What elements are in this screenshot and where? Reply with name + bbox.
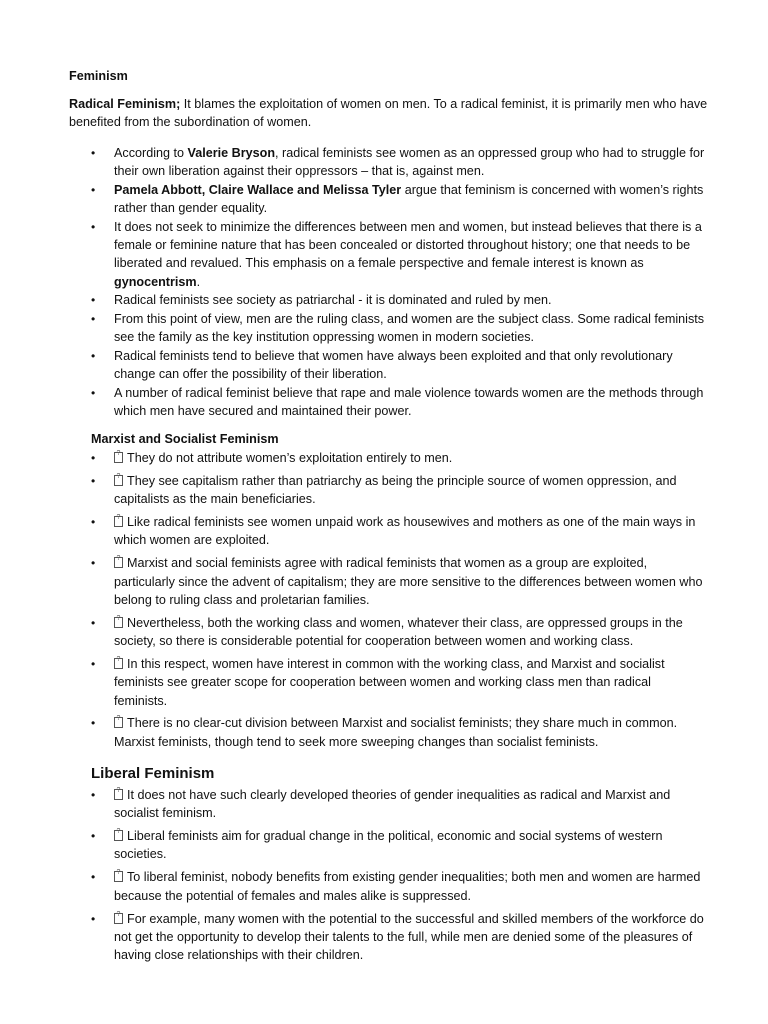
missing-glyph-icon <box>114 871 123 882</box>
item-text: Radical feminists tend to believe that women have always been exploited and that only revolutionary change can offer the possibility of their liberation. <box>114 348 673 382</box>
radical-intro <box>69 95 709 132</box>
missing-glyph-icon <box>114 516 123 527</box>
bullet-icon: • <box>91 311 96 326</box>
list-item <box>91 910 706 965</box>
list-item <box>91 144 706 181</box>
radical-intro-text: It blames the exploitation of women on men. To a radical feminist, it is primarily men who have benefited from the subordination of women. <box>69 97 708 130</box>
list-item <box>91 291 706 309</box>
item-emphasis: gynocentrism <box>114 274 197 289</box>
item-text: , radical feminists see women as an oppressed group who had to struggle for their own liberation against their oppressors – that is, against men. <box>114 146 705 179</box>
missing-glyph-icon <box>114 830 123 841</box>
liberal-list <box>91 786 706 969</box>
list-item <box>91 786 706 823</box>
bullet-icon: • <box>91 911 96 926</box>
item-text: They see capitalism rather than patriarchy as being the principle source of women oppression, and capitalists as the main beneficiaries. <box>114 473 677 507</box>
bullet-icon: • <box>91 146 96 160</box>
marxist-heading: Marxist and Socialist Feminism <box>91 432 279 446</box>
missing-glyph-icon <box>114 452 123 463</box>
radical-list <box>91 144 706 421</box>
missing-glyph-icon <box>114 717 123 728</box>
list-item <box>91 827 706 864</box>
missing-glyph-icon <box>114 789 123 800</box>
item-text: Radical feminists see society as patriarchal - it is dominated and ruled by men. <box>114 293 552 308</box>
bullet-icon: • <box>91 716 96 731</box>
item-text: According to <box>114 146 188 160</box>
item-text: It does not seek to minimize the differences between men and women, but instead believes that there is a female or feminine nature that has been concealed or distorted throughout history; one that needs to be liberated and revalued. This emphasis on a female perspective and female interest is known as <box>114 219 702 271</box>
bullet-icon: • <box>91 473 96 488</box>
bullet-icon: • <box>91 348 96 363</box>
item-emphasis: Pamela Abbott, Claire Wallace and Melissa Tyler <box>114 182 402 197</box>
item-emphasis: Valerie Bryson <box>187 146 276 160</box>
radical-heading: Radical Feminism; <box>69 97 181 111</box>
item-text: Liberal feminists aim for gradual change in the political, economic and social systems of western societies. <box>114 829 663 862</box>
bullet-icon: • <box>91 515 96 530</box>
missing-glyph-icon <box>114 475 123 486</box>
bullet-icon: • <box>91 219 96 234</box>
bullet-icon: • <box>91 829 96 844</box>
liberal-heading: Liberal Feminism <box>91 765 215 782</box>
bullet-icon: • <box>91 293 96 308</box>
list-item <box>91 655 706 710</box>
bullet-icon: • <box>91 656 96 671</box>
bullet-icon: • <box>91 788 96 802</box>
item-text: Nevertheless, both the working class and women, whatever their class, are oppressed groups in the society, so there is considerable potential for cooperation between women and working class. <box>114 615 683 649</box>
missing-glyph-icon <box>114 617 123 628</box>
list-item <box>91 472 706 509</box>
list-item <box>91 347 706 384</box>
list-item <box>91 614 706 651</box>
item-text: To liberal feminist, nobody benefits from existing gender inequalities; both men and women are harmed because the potential of females and males alike is suppressed. <box>114 870 701 903</box>
item-text: argue that feminism is concerned with women’s rights rather than gender equality. <box>114 182 704 216</box>
list-item <box>91 310 706 347</box>
bullet-icon: • <box>91 615 96 630</box>
item-text: From this point of view, men are the ruling class, and women are the subject class. Some radical feminists see the family as the key institution oppressing women in modern societies. <box>114 311 705 345</box>
item-text: . <box>196 274 201 289</box>
item-text: There is no clear-cut division between Marxist and socialist feminists; they share much in common. Marxist feminists, though tend to seek more sweeping changes than socialist feminists. <box>114 716 678 749</box>
list-item <box>91 554 706 609</box>
item-text: In this respect, women have interest in common with the working class, and Marxist and socialist feminists see greater scope for cooperation between women and working class men than radical feminists. <box>114 656 665 708</box>
document-title: Feminism <box>69 69 128 83</box>
item-text: They do not attribute women’s exploitation entirely to men. <box>127 451 453 465</box>
item-text: For example, many women with the potential to the successful and skilled members of the workforce do not get the opportunity to develop their talents to the full, while men are denied some of the pleasures of having close relationships with their children. <box>114 911 704 963</box>
list-item <box>91 513 706 550</box>
list-item <box>91 218 706 291</box>
missing-glyph-icon <box>114 557 123 568</box>
bullet-icon: • <box>91 182 96 197</box>
item-text: Like radical feminists see women unpaid work as housewives and mothers as one of the main ways in which women are exploited. <box>114 515 696 548</box>
bullet-icon: • <box>91 451 96 465</box>
item-text: Marxist and social feminists agree with radical feminists that women as a group are exploited, particularly since the advent of capitalism; they are more sensitive to the differences between women who belong to ruling class and proletarian families. <box>114 556 703 607</box>
bullet-icon: • <box>91 385 96 400</box>
item-text: It does not have such clearly developed theories of gender inequalities as radical and Marxist and socialist feminism. <box>114 788 671 821</box>
marxist-list <box>91 449 706 756</box>
bullet-icon: • <box>91 870 96 885</box>
list-item <box>91 449 706 467</box>
missing-glyph-icon <box>114 913 123 924</box>
item-text: A number of radical feminist believe that rape and male violence towards women are the methods through which men have secured and maintained their power. <box>114 385 704 418</box>
list-item <box>91 714 706 751</box>
list-item <box>91 181 706 218</box>
list-item <box>91 384 706 421</box>
bullet-icon: • <box>91 556 96 571</box>
list-item <box>91 868 706 905</box>
missing-glyph-icon <box>114 658 123 669</box>
